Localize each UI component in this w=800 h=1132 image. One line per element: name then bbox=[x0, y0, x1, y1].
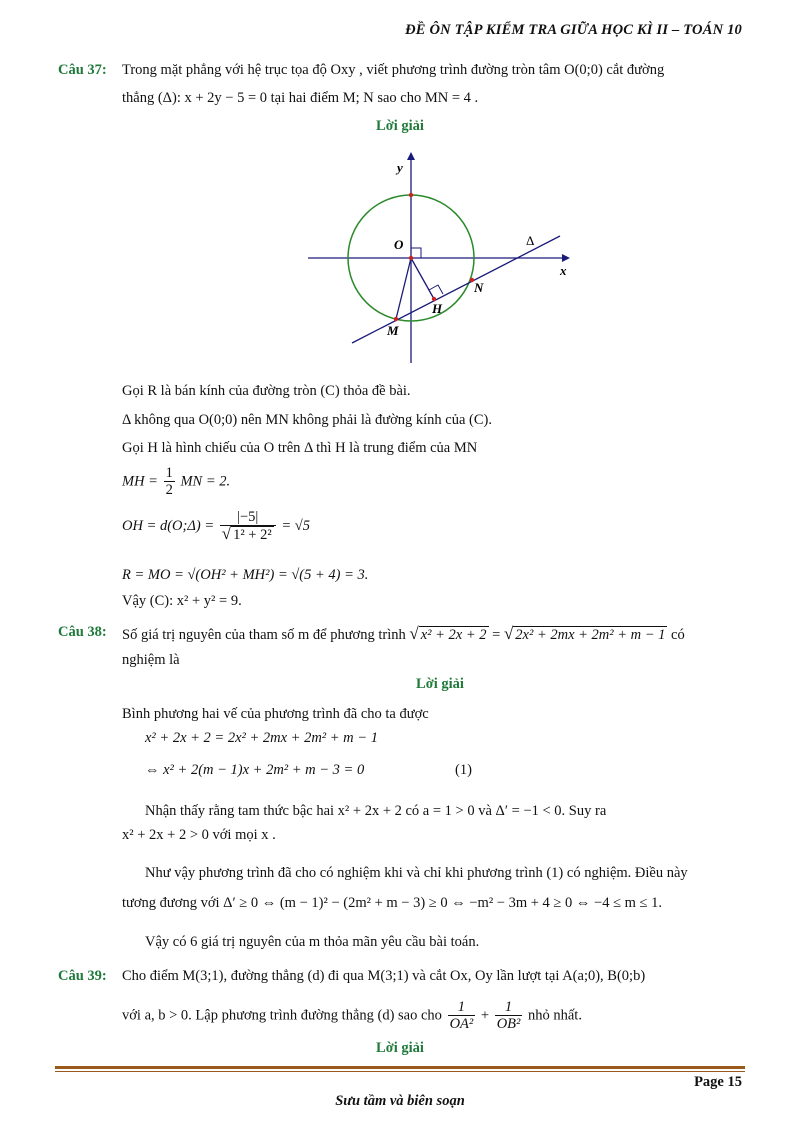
point-m bbox=[394, 317, 398, 321]
label-x: x bbox=[560, 263, 567, 278]
q37-step-5-rhs: = √5 bbox=[281, 517, 310, 534]
question-38-line1: Số giá trị nguyên của tham số m để phương trình √ x² + 2x + 2 = √ 2x² + 2mx + 2m² + m − 1 có bbox=[122, 624, 685, 643]
q38-step-8: Vậy có 6 giá trị nguyên của m thỏa mãn yêu cầu bài toán. bbox=[145, 934, 480, 950]
q37-step-4-fraction bbox=[164, 466, 175, 498]
point-y-intercept bbox=[409, 193, 413, 197]
label-y: y bbox=[397, 160, 403, 175]
q38-step-3: ⇔ x² + 2(m − 1)x + 2m² + m − 3 = 0 bbox=[145, 762, 365, 778]
q38-step-2: x² + 2x + 2 = 2x² + 2mx + 2m² + m − 1 bbox=[145, 730, 378, 746]
x-axis-arrow bbox=[562, 254, 570, 262]
question-38-solution-title: Lời giải bbox=[416, 676, 464, 692]
question-39-line1: Cho điểm M(3;1), đường thẳng (d) đi qua M(3;1) và cắt Ox, Oy lần lượt tại A(a;0), B(0;b) bbox=[122, 968, 646, 984]
q37-step-5-fraction bbox=[220, 510, 276, 543]
q37-step-4-lhs: MH = bbox=[122, 473, 158, 490]
label-o: O bbox=[394, 237, 404, 252]
page-header: ĐỀ ÔN TẬP KIỂM TRA GIỮA HỌC KÌ II – TOÁN 10 bbox=[405, 22, 742, 38]
fraction-denominator: OA² bbox=[449, 1016, 474, 1032]
q37-step-6: R = MO = √(OH² + MH²) = √(5 + 4) = 3. bbox=[122, 567, 369, 583]
sqrt-icon: √ bbox=[503, 624, 514, 643]
q37-step-5 bbox=[122, 510, 310, 543]
q38-line1-text: Số giá trị nguyên của tham số m để phương trình bbox=[122, 627, 406, 643]
fraction-numerator: 1 bbox=[165, 465, 173, 481]
q37-step-2: Δ không qua O(0;0) nên MN không phải là đường kính của (C). bbox=[122, 412, 492, 428]
fraction-numerator: 1 bbox=[448, 1000, 476, 1016]
q37-step-4 bbox=[122, 466, 230, 498]
footer-rule bbox=[55, 1066, 745, 1069]
footer-credit: Sưu tầm và biên soạn bbox=[335, 1093, 465, 1109]
label-n: N bbox=[474, 280, 484, 295]
segment-oh bbox=[411, 258, 434, 299]
question-39-solution-title: Lời giải bbox=[376, 1040, 424, 1056]
q37-step-4-rhs: MN = 2. bbox=[180, 473, 231, 490]
label-h: H bbox=[432, 301, 443, 316]
question-37-line2: thẳng (Δ): x + 2y − 5 = 0 tại hai điểm M; N sao cho MN = 4 . bbox=[122, 90, 479, 106]
fraction-denominator-wrap bbox=[220, 526, 276, 543]
fraction-numerator: 1 bbox=[495, 1000, 523, 1016]
question-38-line2: nghiệm là bbox=[122, 652, 180, 668]
footer-rule-thin bbox=[55, 1071, 745, 1072]
label-m: M bbox=[387, 323, 399, 338]
q39-fraction-1 bbox=[448, 1000, 476, 1032]
q37-step-5-lhs: OH = d(O;Δ) = bbox=[122, 517, 215, 534]
q38-step-1: Bình phương hai vế của phương trình đã cho ta được bbox=[122, 706, 429, 722]
q38-step-3-tag: (1) bbox=[455, 762, 472, 778]
sqrt-icon: √ bbox=[221, 524, 232, 543]
question-37-label: Câu 37: bbox=[58, 62, 107, 78]
question-38-label: Câu 38: bbox=[58, 624, 107, 640]
q39-fraction-2 bbox=[495, 1000, 523, 1032]
sqrt-icon: √ bbox=[409, 624, 419, 643]
label-delta: Δ bbox=[526, 233, 535, 248]
page-number: Page 15 bbox=[694, 1074, 742, 1090]
q38-line1-end: có bbox=[671, 627, 685, 643]
q38-radicand-2: 2x² + 2mx + 2m² + m − 1 bbox=[515, 627, 666, 643]
y-axis-arrow bbox=[407, 152, 415, 160]
q38-step-4: Nhận thấy rằng tam thức bậc hai x² + 2x + 2 có a = 1 > 0 và Δ′ = −1 < 0. Suy ra bbox=[145, 803, 607, 819]
q39-line2-end: nhỏ nhất. bbox=[528, 1007, 582, 1024]
question-37-line1: Trong mặt phẳng với hệ trục tọa độ Oxy , viết phương trình đường tròn tâm O(0;0) cắt đường bbox=[122, 62, 665, 78]
q37-step-1: Gọi R là bán kính của đường tròn (C) thỏa đề bài. bbox=[122, 383, 411, 399]
q39-line2-text: với a, b > 0. Lập phương trình đường thẳng (d) sao cho bbox=[122, 1007, 442, 1024]
q37-step-7: Vậy (C): x² + y² = 9. bbox=[122, 593, 242, 609]
q38-radicand-1: x² + 2x + 2 bbox=[420, 627, 487, 643]
segment-om bbox=[396, 258, 411, 319]
fraction-denominator: 1² + 2² bbox=[233, 527, 272, 543]
fraction-denominator: 2 bbox=[165, 482, 173, 498]
fraction-denominator: OB² bbox=[496, 1016, 521, 1032]
circle-line-figure bbox=[300, 148, 580, 373]
q38-step-7: tương đương với Δ′ ≥ 0 ⇔ (m − 1)² − (2m² + m − 3) ≥ 0 ⇔ −m² − 3m + 4 ≥ 0 ⇔ −4 ≤ m ≤ 1. bbox=[122, 895, 663, 911]
question-39-line2: với a, b > 0. Lập phương trình đường thẳng (d) sao cho $\frac{1}{\text{OA²}}$ + $\frac{1}{\text{OB²}}$ nhỏ nhất. bbox=[122, 999, 582, 1032]
q38-step-5: x² + 2x + 2 > 0 với mọi x . bbox=[122, 827, 276, 843]
q37-step-3: Gọi H là hình chiếu của O trên Δ thì H là trung điểm của MN bbox=[122, 440, 478, 456]
line-delta bbox=[352, 236, 560, 343]
question-37-solution-title: Lời giải bbox=[376, 118, 424, 134]
question-39-label: Câu 39: bbox=[58, 968, 107, 984]
q38-step-6: Như vậy phương trình đã cho có nghiệm khi và chỉ khi phương trình (1) có nghiệm. Điều này bbox=[145, 865, 688, 881]
fraction-numerator: |−5| bbox=[220, 510, 276, 526]
point-o bbox=[409, 256, 413, 260]
